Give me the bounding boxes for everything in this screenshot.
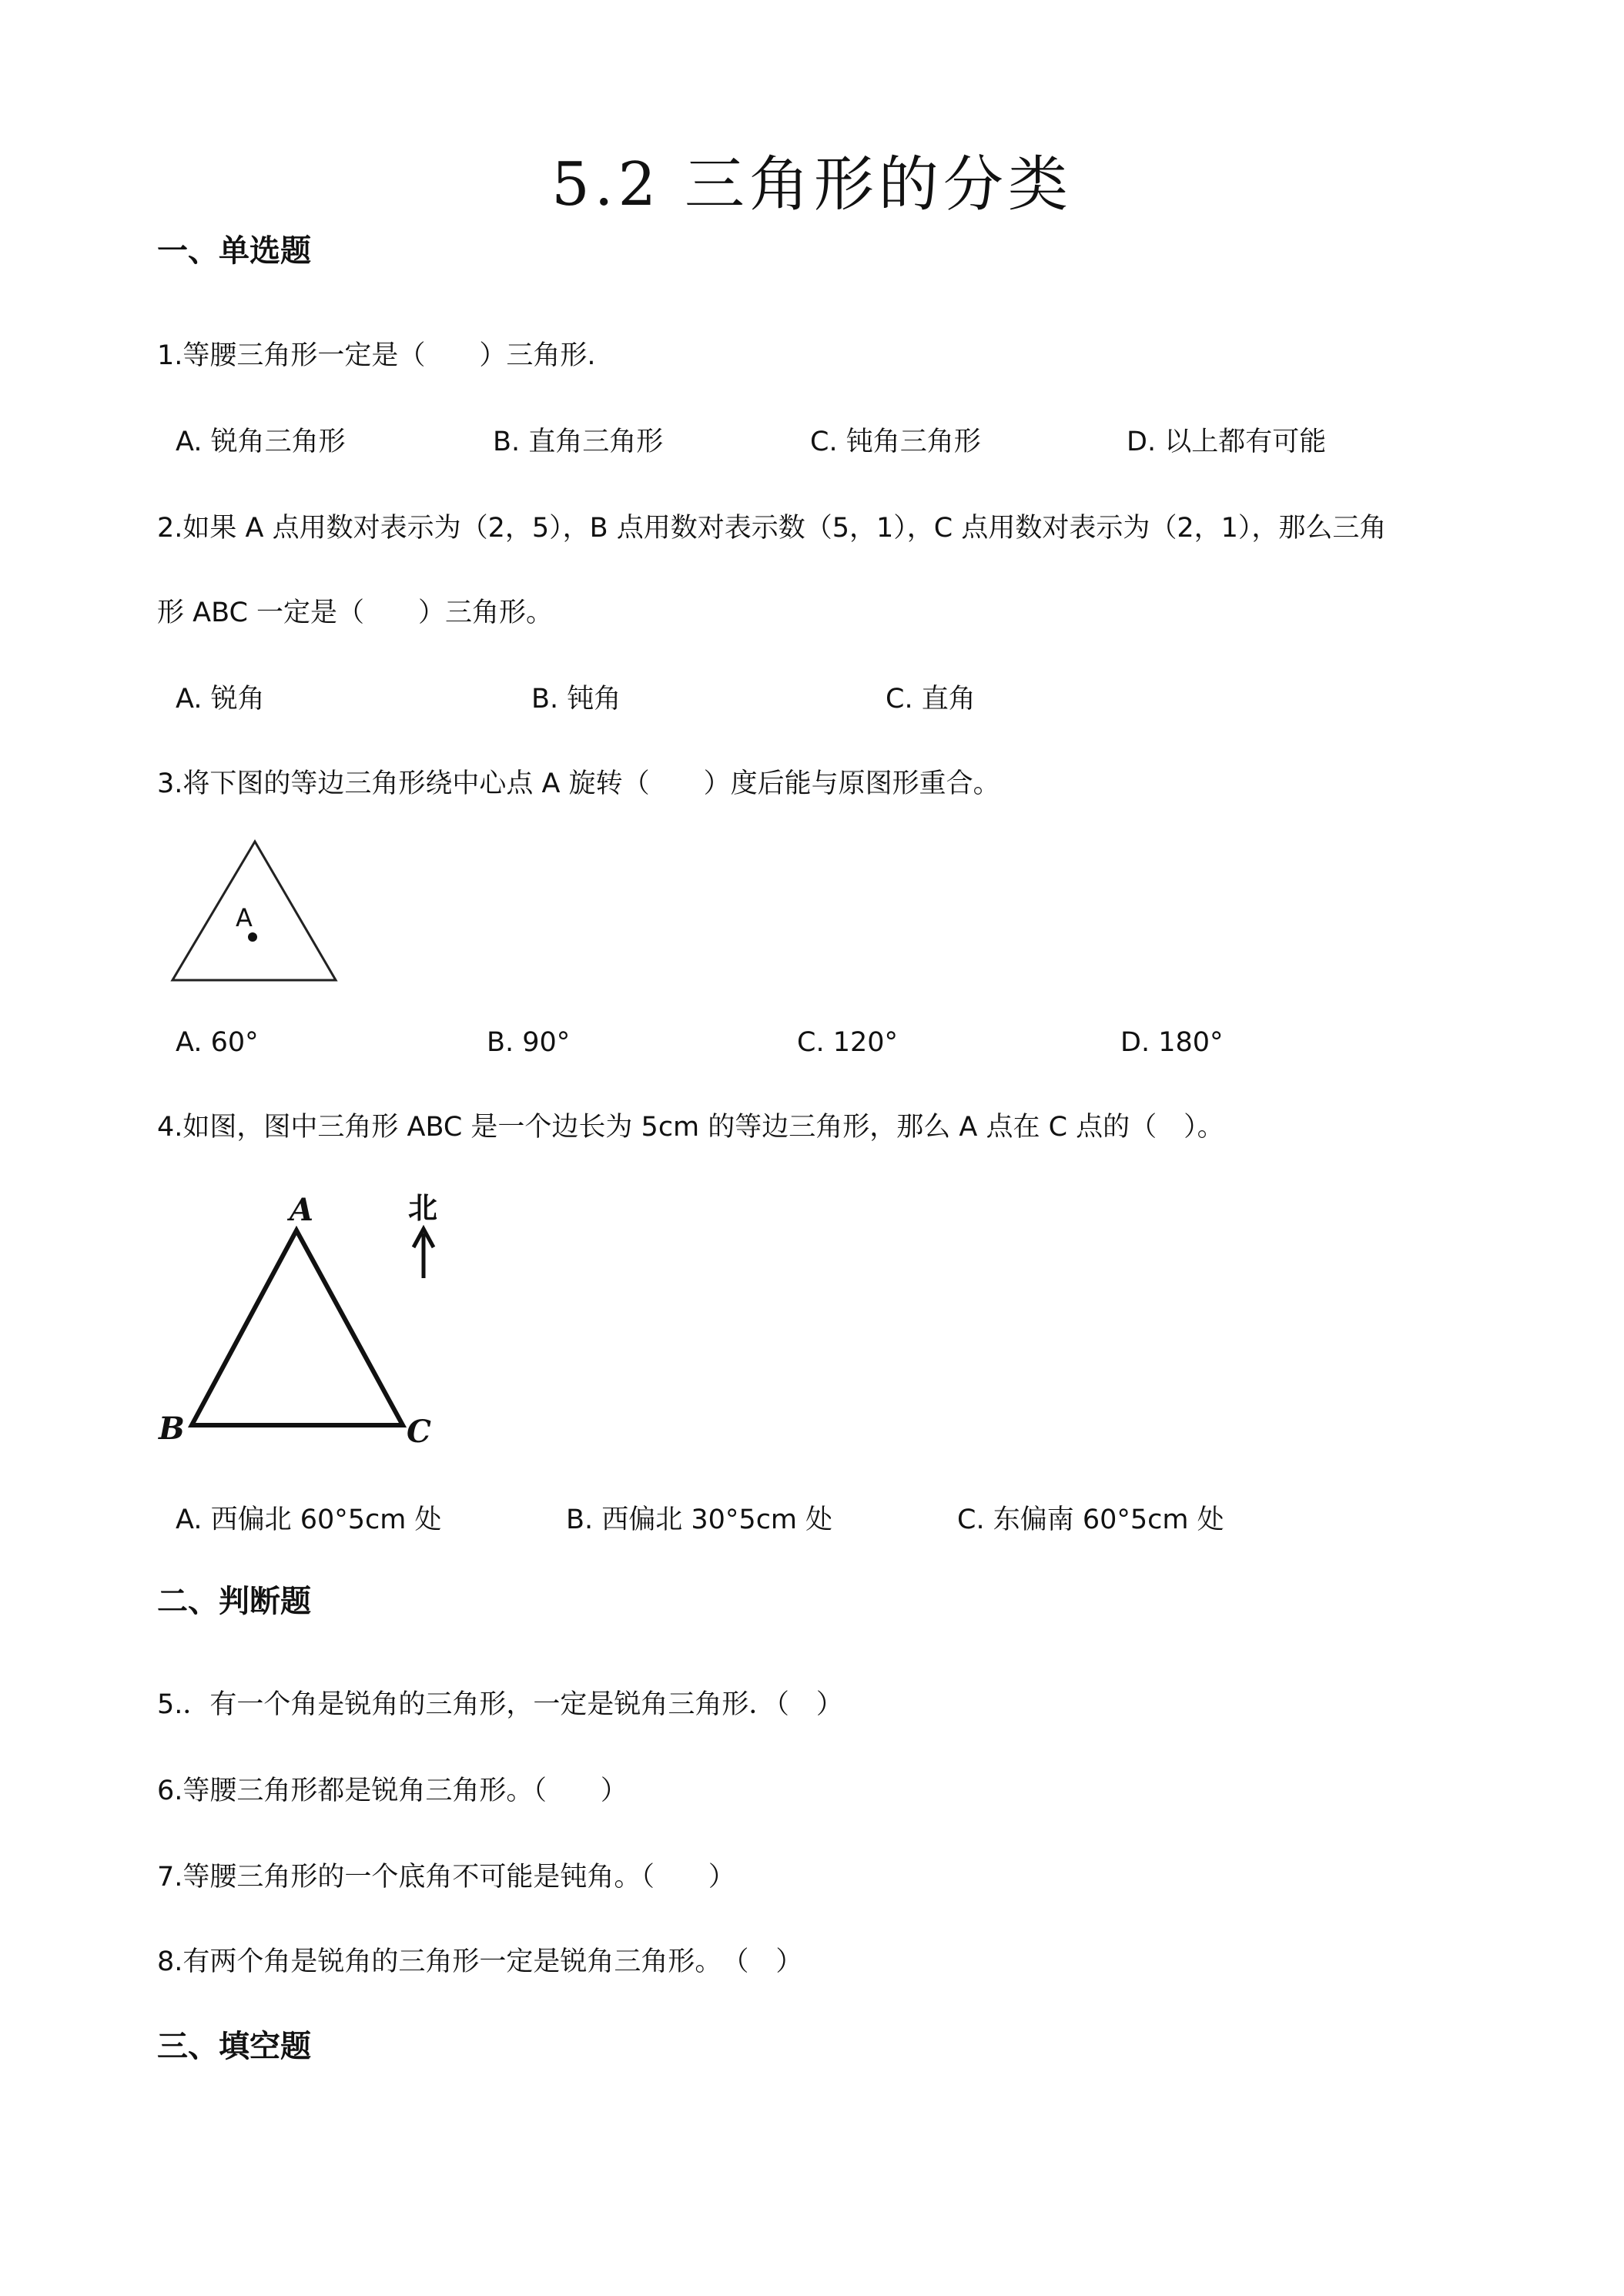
q2-option-b[interactable]: B. 钝角	[531, 684, 621, 715]
q3-option-d[interactable]: D. 180°	[1120, 1027, 1224, 1058]
section-heading-true-false: 二、判断题	[157, 1584, 311, 1619]
question-4: 4.如图，图中三角形 ABC 是一个边长为 5cm 的等边三角形，那么 A 点在 C 点的（ ）。	[157, 1112, 1224, 1143]
vertex-label-a: A	[290, 1192, 314, 1228]
section-heading-fill-in: 三、填空题	[157, 2029, 311, 2064]
q4-option-b[interactable]: B. 西偏北 30°5cm 处	[566, 1504, 833, 1535]
question-3: 3.将下图的等边三角形绕中心点 A 旋转（ ）度后能与原图形重合。	[157, 768, 1000, 799]
question-1: 1.等腰三角形一定是（ ）三角形.	[157, 340, 596, 371]
question-6: 6.等腰三角形都是锐角三角形。（ ）	[157, 1776, 628, 1806]
section-heading-single-choice: 一、单选题	[157, 233, 311, 269]
north-label: 北	[408, 1191, 438, 1225]
page-title: 5.2 三角形的分类	[551, 150, 1073, 219]
question-8: 8.有两个角是锐角的三角形一定是锐角三角形。 （ ）	[157, 1946, 803, 1977]
vertex-label-c: C	[407, 1414, 431, 1450]
question-5: 5.．有一个角是锐角的三角形，一定是锐角三角形．（ ）	[157, 1689, 843, 1720]
vertex-label-b: B	[159, 1411, 185, 1447]
q3-option-a[interactable]: A. 60°	[176, 1027, 259, 1058]
q1-option-d[interactable]: D. 以上都有可能	[1127, 427, 1327, 457]
question-7: 7.等腰三角形的一个底角不可能是钝角。（ ）	[157, 1862, 735, 1893]
triangle-abc-shape	[192, 1230, 403, 1425]
center-point-label: A	[236, 903, 253, 932]
q1-option-b[interactable]: B. 直角三角形	[493, 427, 664, 457]
q2-option-c[interactable]: C. 直角	[886, 684, 976, 715]
question-2-line-1: 2.如果 A 点用数对表示为（2，5），B 点用数对表示数（5，1），C 点用数对表示为（2，1），那么三角	[157, 513, 1387, 544]
q3-option-c[interactable]: C. 120°	[797, 1027, 898, 1058]
q2-option-a[interactable]: A. 锐角	[176, 684, 265, 715]
q4-option-c[interactable]: C. 东偏南 60°5cm 处	[957, 1504, 1224, 1535]
question-2-line-2: 形 ABC 一定是（ ）三角形。	[157, 597, 554, 628]
q3-option-b[interactable]: B. 90°	[487, 1027, 571, 1058]
q1-option-c[interactable]: C. 钝角三角形	[810, 427, 981, 457]
q1-option-a[interactable]: A. 锐角三角形	[176, 427, 346, 457]
q4-option-a[interactable]: A. 西偏北 60°5cm 处	[176, 1504, 442, 1535]
